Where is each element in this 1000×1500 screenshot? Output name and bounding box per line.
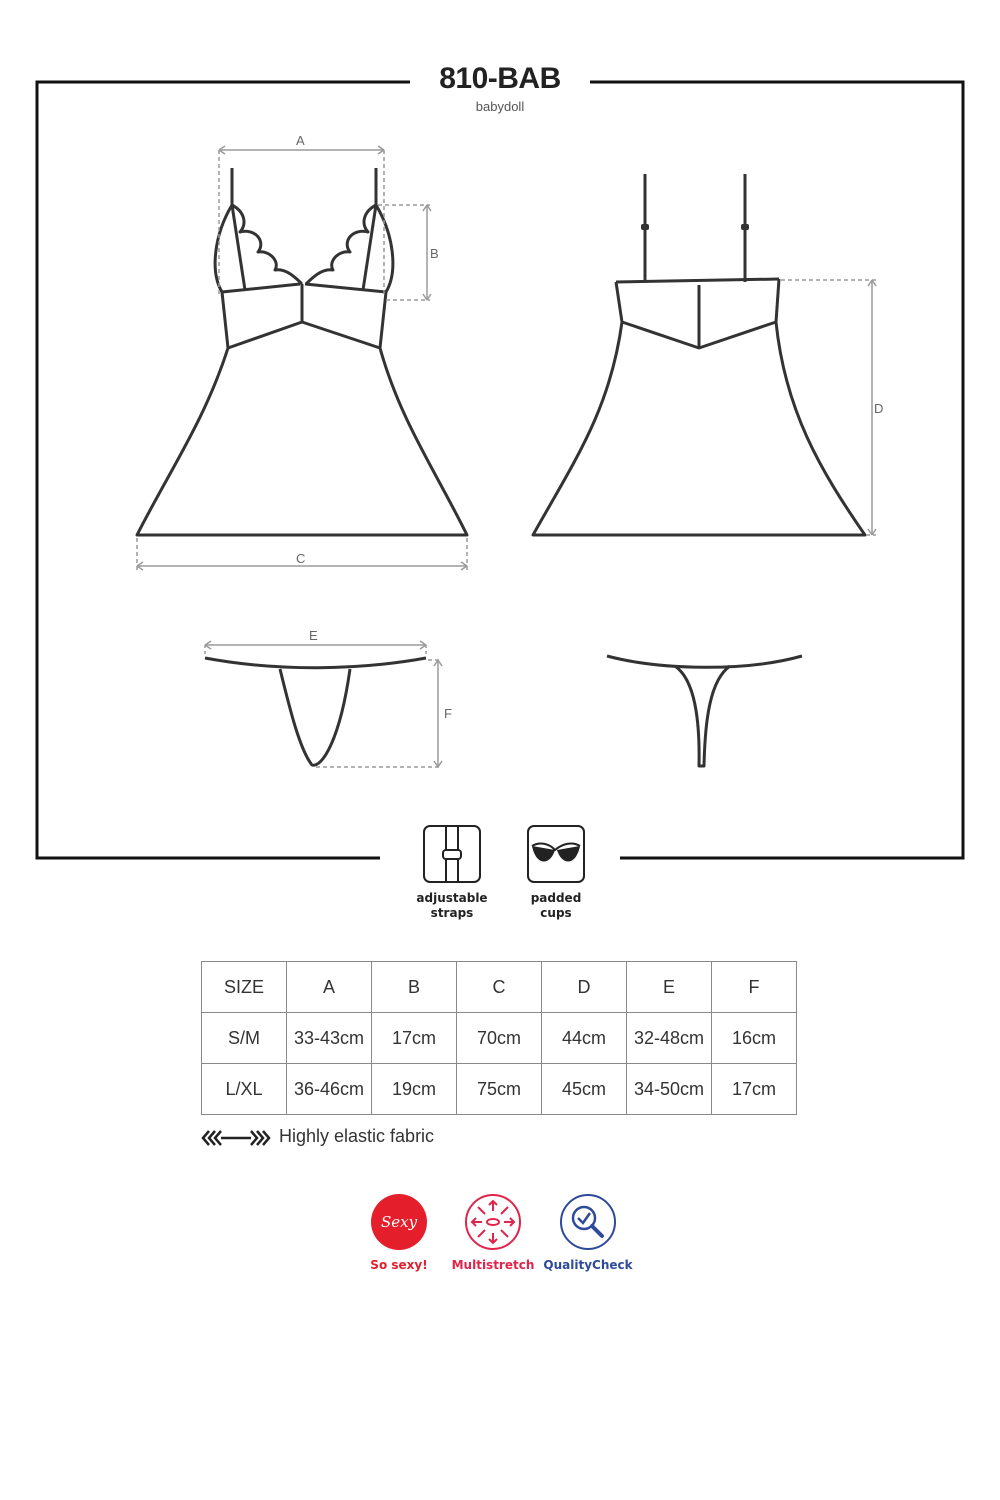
- dim-label-e: E: [309, 628, 318, 643]
- table-header-cell: SIZE: [202, 962, 287, 1013]
- table-header-cell: D: [542, 962, 627, 1013]
- dim-label-f: F: [444, 706, 452, 721]
- table-row: [202, 1064, 797, 1115]
- table-cell: 75cm: [457, 1064, 542, 1115]
- table-cell: 17cm: [372, 1013, 457, 1064]
- feature-adjustable-straps-label: adjustable straps: [416, 891, 488, 920]
- badge-multistretch-label: Multistretch: [451, 1258, 535, 1272]
- adjustable-straps-icon: [422, 824, 482, 884]
- table-cell: 16cm: [712, 1013, 797, 1064]
- table-cell: S/M: [202, 1013, 287, 1064]
- multistretch-icon: [464, 1193, 522, 1251]
- padded-cups-icon: [526, 824, 586, 884]
- table-header-cell: B: [372, 962, 457, 1013]
- table-header-cell: C: [457, 962, 542, 1013]
- table-cell: 34-50cm: [627, 1064, 712, 1115]
- quality-check-icon: [559, 1193, 617, 1251]
- table-cell: 36-46cm: [287, 1064, 372, 1115]
- product-type: babydoll: [475, 99, 525, 114]
- elastic-fabric-icon: [201, 1128, 271, 1148]
- table-header-cell: F: [712, 962, 797, 1013]
- feature-padded-cups-label: padded cups: [530, 891, 582, 920]
- sexy-icon: [370, 1193, 428, 1251]
- badge-quality-check-label: QualityCheck: [543, 1258, 633, 1272]
- product-code: 810-BAB: [439, 62, 561, 95]
- size-table: [201, 961, 797, 1115]
- dim-label-a: A: [296, 133, 305, 148]
- svg-text:Sexy: Sexy: [380, 1213, 418, 1231]
- table-row: [202, 1013, 797, 1064]
- table-cell: 33-43cm: [287, 1013, 372, 1064]
- badge-so-sexy-label: So sexy!: [370, 1258, 428, 1272]
- table-cell: 70cm: [457, 1013, 542, 1064]
- dim-label-b: B: [430, 246, 439, 261]
- table-cell: 45cm: [542, 1064, 627, 1115]
- fabric-note: Highly elastic fabric: [279, 1126, 435, 1146]
- table-header-cell: A: [287, 962, 372, 1013]
- table-cell: 19cm: [372, 1064, 457, 1115]
- table-header-cell: E: [627, 962, 712, 1013]
- dim-label-c: C: [296, 551, 306, 566]
- dim-label-d: D: [874, 401, 884, 416]
- table-cell: 44cm: [542, 1013, 627, 1064]
- table-cell: 32-48cm: [627, 1013, 712, 1064]
- table-header-row: [202, 962, 797, 1013]
- table-cell: L/XL: [202, 1064, 287, 1115]
- table-cell: 17cm: [712, 1064, 797, 1115]
